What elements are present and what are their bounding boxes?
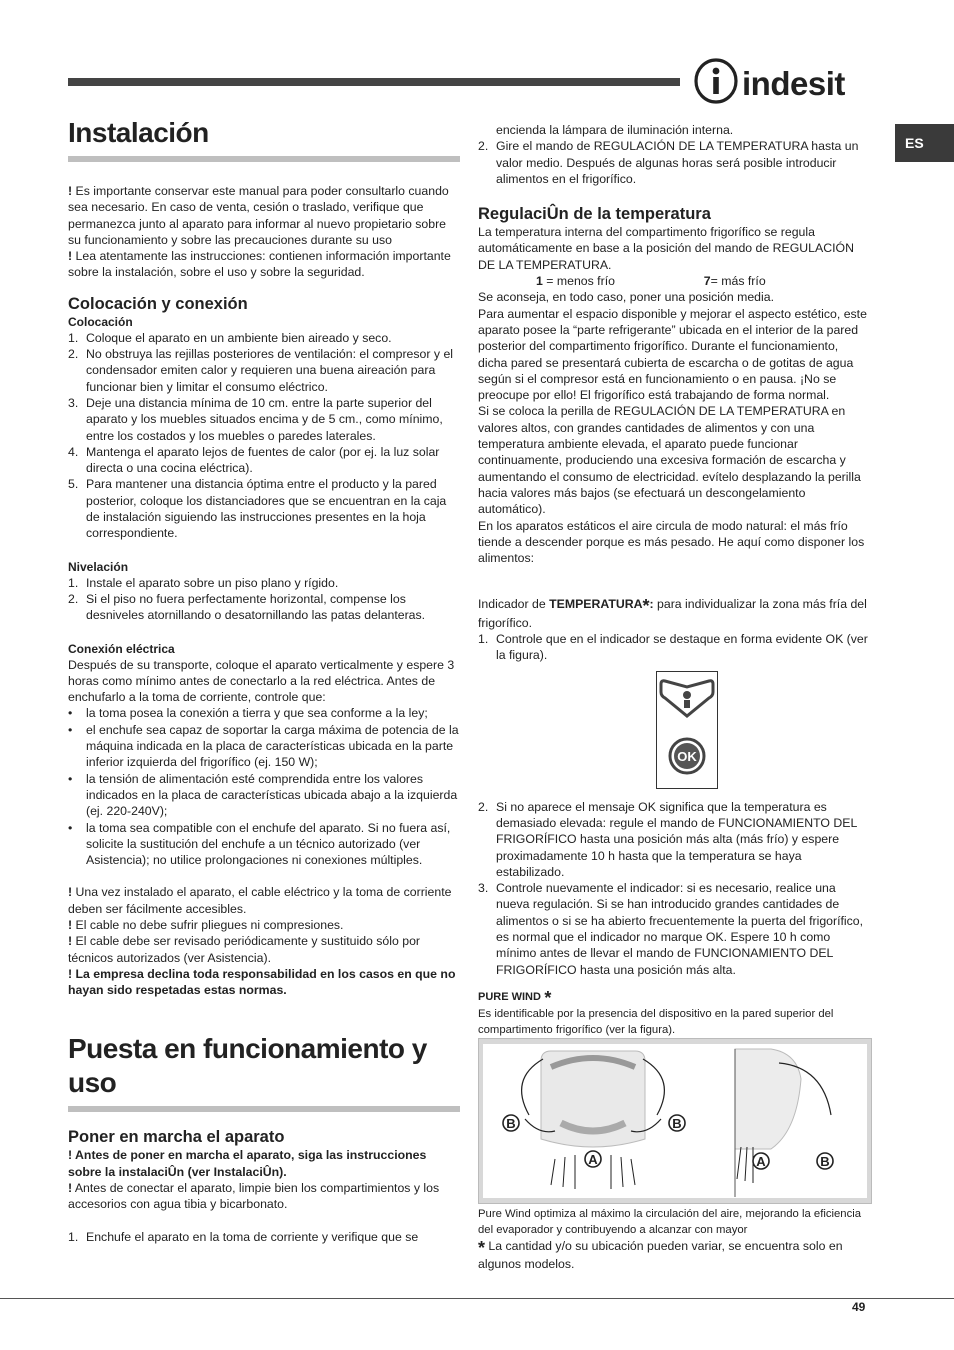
nivelacion-heading: Nivelación [68, 559, 129, 574]
intro-notes [68, 183, 460, 281]
installation-title: Instalación [68, 117, 209, 148]
temperature-p5: En los aparatos estáticos el aire circula de modo natural: el más frío tiende a descender porque es más pesado. He aquí como disponer los alimentos: [478, 518, 865, 566]
temperature-p3: Para aumentar el espacio disponible y mejorar el aspecto estético, este aparato posee la “parte refrigerante” ubicada en el interior de la pared posterior del compartimento frigorífico. Durante el funcionamiento, dicha pared se presentará cubierta de escarcha o de gotitas de agua según si el compresor está en funcionamiento o en pausa. ¡No se preocupe por ello! El frigorífico está trabajando de forma normal. [478, 306, 867, 403]
indicator-steps-cont [478, 799, 870, 978]
list-item: 3. Controle nuevamente el indicador: si es necesario, realice una nueva regulación. Si se han introducido grandes cantidades de alimentos o si se ha abierto frecuentemente la puerta del frigorífico, es normal que el indicador no marque OK. Espere 10 h como mínimo antes de llevar el mando de FUNCIONAMIENTO DEL FRIGORÍFICO hasta una posición más alta. [478, 881, 864, 977]
list-item: 1. Controle que en el indicador se destaque en forma evidente OK (ver la figura). [478, 632, 868, 663]
startup-title: Puesta en funcionamiento y uso [68, 1033, 427, 1099]
startup-subtitle: Poner en marcha el aparato [68, 1128, 285, 1147]
installation-title-rule [68, 156, 460, 162]
footer-rule [0, 1298, 954, 1299]
list-item: 2. Si no aparece el mensaje OK significa que la temperatura es demasiado elevada: regule el mando de FUNCIONAMIENTO DEL FRIGORÍFICO hasta una posición más alta (más frío) y espere proximadamente 10 h hasta que la temperatura se haya estabilizado. [478, 799, 857, 879]
temperature-title: RegulaciÛn de la temperatura [478, 205, 711, 224]
label-a-side [753, 1153, 769, 1169]
brand-text: indesit [742, 65, 845, 102]
list-item: • la toma posea la conexión a tierra y que sea conforme a la ley; [68, 706, 428, 721]
electrica-heading: Conexión eléctrica [68, 641, 175, 656]
startup-title-rule [68, 1106, 460, 1112]
ok-indicator-figure [656, 671, 718, 789]
ok-indicator-icon [657, 672, 717, 788]
svg-text:B: B [820, 1154, 830, 1170]
list-item: • la tensión de alimentación esté comprendida entre los valores indicados en la placa de características ubicada abajo a la izquierda (ej. 220-240V); [68, 771, 458, 819]
intro-note: ! Lea atentamente las instrucciones: contienen información importante sobre la instalación, sobre el uso y sobre la seguridad. [68, 249, 451, 280]
warning-note: ! El cable debe ser revisado periódicamente y sustituido sólo por técnicos autorizados (ver Asistencia). [68, 934, 421, 965]
electrica-bullets [68, 705, 460, 868]
label-b-side [817, 1153, 833, 1169]
startup-note: ! Antes de conectar el aparato, limpie bien los compartimientos y los accesorios con agua tibia y bicarbonato. [68, 1181, 440, 1212]
list-item: 4. Mantenga el aparato lejos de fuentes de calor (por ej. la luz solar directa o una cocina eléctrica). [68, 444, 440, 476]
warning-note: ! Una vez instalado el aparato, el cable eléctrico y la toma de corriente deben ser fácilmente accesibles. [68, 885, 452, 916]
colocacion-list [68, 330, 460, 542]
pure-wind-illustration [479, 1039, 871, 1203]
header-rule [68, 78, 680, 86]
svg-text:A: A [588, 1152, 598, 1168]
list-item: • el enchufe sea capaz de soportar la carga máxima de potencia de la máquina indicada en la placa de características ubicada en la parte inferior izquierda del frigorífico (ej. 150 W); [68, 722, 459, 770]
list-item: 1. Instale el aparato sobre un piso plano y rígido. [68, 575, 339, 590]
intro-note: ! Es importante conservar este manual para poder consultarlo cuando sea necesario. En caso de venta, cesión o traslado, verifique que permanezca junto al aparato para informar al nuevo propietario sobre su funcionamiento y sobre las precauciones durante su uso [68, 184, 449, 247]
list-item: • la toma sea compatible con el enchufe del aparato. Si no fuera así, solicite la sustitución del enchufe a un técnico autorizado (ver Asistencia); no utilice prolongaciones ni conexiones múltiples. [68, 820, 451, 868]
liability-warning: ! La empresa declina toda responsabilidad en los casos en que no hayan sido respetadas estas normas. [68, 966, 456, 998]
startup-steps-left [68, 1229, 460, 1245]
cable-warnings [68, 884, 460, 998]
temperature-p1: La temperatura interna del compartimento frigorífico se regula automáticamente en base a la posición del mando de REGULACIÓN DE LA TEMPERATURA. [478, 225, 854, 272]
svg-text:B: B [506, 1116, 516, 1132]
temperature-scale: 1 = menos frío 7= más frío [536, 274, 766, 289]
svg-text:A: A [756, 1154, 766, 1170]
placement-title: Colocación y conexión [68, 294, 248, 313]
nivelacion-list [68, 575, 460, 624]
indicator-steps [478, 631, 870, 664]
page-number: 49 [852, 1300, 866, 1314]
electrica-text: Después de su transporte, coloque el aparato verticalmente y espere 3 horas como mínimo antes de conectarlo a la red eléctrica. Antes de enchufarlo a la toma de corriente, controle que: [68, 657, 455, 705]
temperature-p2: Se aconseja, en todo caso, poner una posición media. [478, 290, 775, 305]
colocacion-heading: Colocación [68, 314, 133, 329]
svg-text:B: B [672, 1116, 682, 1132]
right-column [478, 122, 870, 1273]
pure-wind-heading: PURE WIND * [478, 987, 552, 1008]
pure-wind-desc: Es identificable por la presencia del dispositivo en la pared superior del compartimento frigorífico (ver la figura). [478, 1008, 834, 1037]
label-b-left [503, 1115, 519, 1131]
language-tab: ES [895, 124, 954, 162]
label-b-right [669, 1115, 685, 1131]
temperature-p4: Si se coloca la perilla de REGULACIÓN DE LA TEMPERATURA en valores altos, con grandes cantidades de alimentos y con una temperatura ambiente elevada, el aparato puede funcionar continuamente, produciendo una excesiva formación de escarcha y aumentando el consumo de electricidad. evítelo desplazando la perilla hacia valores más bajos (se efectuará un descongelamiento automático). [478, 404, 861, 517]
list-item: 5. Para mantener una distancia óptima entre el producto y la pared posterior, coloque los distanciadores que se encuentran en la caja de instalación siguiendo las instrucciones presentes en la hoja correspondiente. [68, 477, 447, 541]
startup-bold-note: ! Antes de poner en marcha el aparato, siga las instrucciones sobre la instalaciÛn (ver InstalaciÛn). [68, 1148, 427, 1179]
indicator-text: Indicador de TEMPERATURA*: para individualizar la zona más fría del frigorífico. [478, 596, 867, 630]
footnote: * La cantidad y/o su ubicación pueden variar, se encuentra solo en algunos modelos. [478, 1238, 843, 1272]
list-item: encienda la lámpara de iluminación interna. [496, 123, 734, 137]
list-item: 1. Coloque el aparato en un ambiente bien aireado y seco. [68, 330, 392, 345]
warning-note: ! El cable no debe sufrir pliegues ni compresiones. [68, 917, 344, 932]
list-item: 2. No obstruya las rejillas posteriores de ventilación: el compresor y el condensador emiten calor y requieren una buena aireación para funcionar bien y limitar el consumo eléctrico. [68, 347, 454, 394]
pure-wind-figure [478, 1038, 872, 1204]
list-item: 1. Enchufe el aparato en la toma de corriente y verifique que se [68, 1229, 419, 1244]
list-item: 2. Si el piso no fuera perfectamente horizontal, compense los desniveles atornillando o desatornillando las patas delanteras. [68, 591, 426, 623]
left-column [68, 116, 460, 1245]
list-item: 3. Deje una distancia mínima de 10 cm. entre la parte superior del aparato y los muebles situados encima y de 5 cm., como mínimo, entre los costados y los muebles o paredes laterales. [68, 395, 443, 443]
list-item: 2. Gire el mando de REGULACIÓN DE LA TEMPERATURA hasta un valor medio. Después de algunas horas será posible introducir alimentos en el frigorífico. [478, 139, 859, 186]
pure-wind-caption: Pure Wind optimiza al máximo la circulación del aire, mejorando la eficiencia del evaporador y contribuyendo a alcanzar con mayor [478, 1208, 862, 1237]
ok-label: OK [677, 748, 697, 764]
label-a-front [585, 1151, 601, 1167]
indesit-logo [694, 58, 870, 104]
startup-steps-right [478, 122, 870, 187]
